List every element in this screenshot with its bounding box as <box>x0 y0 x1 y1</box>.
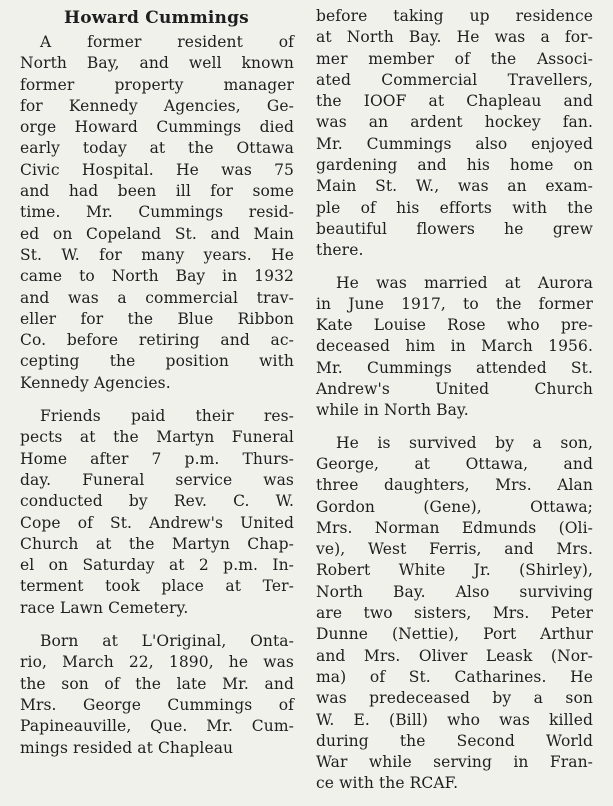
paragraph-3-continued <box>316 6 593 262</box>
text-line: was predeceased by a son <box>316 689 593 708</box>
text-line: eller for the Blue Ribbon <box>20 309 294 328</box>
paragraph-4 <box>316 273 593 422</box>
text-line: Church at the Martyn Chap- <box>20 534 294 553</box>
text-line: rio, March 22, 1890, he was <box>20 653 294 672</box>
text-line: and had been ill for some <box>20 182 294 201</box>
text-line: beautiful flowers he grew <box>316 219 593 238</box>
text-line: mings resided at Chapleau <box>20 738 234 757</box>
text-line: A former resident of <box>40 33 294 51</box>
text-line: the son of the late Mr. and <box>20 674 294 693</box>
text-line: ple of his efforts with the <box>316 198 593 217</box>
text-line: and Mrs. Oliver Leask (Nor- <box>316 646 593 665</box>
text-line: Civic Hospital. He was 75 <box>20 160 294 179</box>
text-line: during the Second World <box>316 731 593 750</box>
text-line: was an ardent hockey fan. <box>316 113 593 132</box>
text-line: He is survived by a son, <box>336 433 593 452</box>
text-line: Mrs. George Cummings of <box>20 695 294 714</box>
text-line: Born at L'Original, Onta- <box>40 632 294 651</box>
text-line: W. E. (Bill) who was killed <box>316 710 593 729</box>
text-line: Mr. Cummings also enjoyed <box>316 134 593 153</box>
text-line: Gordon (Gene), Ottawa; <box>316 497 593 516</box>
text-line: Andrew's United Church <box>316 380 593 399</box>
text-line: ed on Copeland St. and Main <box>20 224 294 243</box>
text-line: North Bay. Also surviving <box>316 582 593 601</box>
text-line: Main St. W., was an exam- <box>316 177 593 196</box>
text-line: are two sisters, Mrs. Peter <box>316 604 593 623</box>
paragraph-2 <box>20 406 294 619</box>
text-line: War while serving in Fran- <box>316 753 593 772</box>
text-line: Robert White Jr. (Shirley), <box>316 561 593 580</box>
text-line: three daughters, Mrs. Alan <box>316 476 593 495</box>
text-line: terment took place at Ter- <box>20 577 294 596</box>
text-line: Co. before retiring and ac- <box>20 331 294 350</box>
text-line: and was a commercial trav- <box>20 288 294 307</box>
text-line: gardening and his home on <box>316 156 593 175</box>
headline: Howard Cummings <box>64 8 249 28</box>
text-line: Papineauville, Que. Mr. Cum- <box>20 717 294 736</box>
text-line: while in North Bay. <box>316 401 469 420</box>
text-line: ated Commercial Travellers, <box>316 70 593 89</box>
text-line: He was married at Aurora <box>336 273 593 292</box>
text-line: North Bay, and well known <box>20 54 294 73</box>
text-line: George, at Ottawa, and <box>316 454 593 473</box>
text-line: el on Saturday at 2 p.m. In- <box>20 556 294 575</box>
text-line: for Kennedy Agencies, Ge- <box>20 96 294 115</box>
text-line: deceased him in March 1956. <box>316 337 593 356</box>
text-line: before taking up residence <box>316 7 593 25</box>
text-line: Mrs. Norman Edmunds (Oli- <box>316 518 593 537</box>
text-line: in June 1917, to the former <box>316 294 593 313</box>
text-line: ve), West Ferris, and Mrs. <box>316 540 593 559</box>
right-column <box>316 6 593 806</box>
text-line: Home after 7 p.m. Thurs- <box>20 449 294 468</box>
text-line: conducted by Rev. C. W. <box>20 492 294 511</box>
left-paragraphs <box>20 32 294 759</box>
text-line: former property manager <box>20 75 294 94</box>
text-line: day. Funeral service was <box>20 470 294 489</box>
text-line: race Lawn Cemetery. <box>20 598 189 617</box>
paragraph-3 <box>20 631 294 759</box>
text-line: ce with the RCAF. <box>316 774 459 793</box>
text-line: Mr. Cummings attended St. <box>316 358 593 377</box>
right-paragraphs <box>316 6 593 795</box>
paragraph-1 <box>20 32 294 394</box>
text-line: ma) of St. Catharines. He <box>316 667 593 686</box>
text-line: Kennedy Agencies. <box>20 373 171 392</box>
text-line: mer member of the Associ- <box>316 49 593 68</box>
text-line: there. <box>316 241 364 260</box>
text-line: pects at the Martyn Funeral <box>20 428 294 447</box>
paragraph-5 <box>316 433 593 795</box>
text-line: at North Bay. He was a for- <box>316 28 593 47</box>
text-line: St. W. for many years. He <box>20 245 294 264</box>
text-line: early today at the Ottawa <box>20 139 294 158</box>
text-line: Cope of St. Andrew's United <box>20 513 294 532</box>
left-column <box>20 6 294 771</box>
text-line: orge Howard Cummings died <box>20 118 294 137</box>
text-line: time. Mr. Cummings resid- <box>20 203 294 222</box>
text-line: cepting the position with <box>20 352 294 371</box>
text-line: Kate Louise Rose who pre- <box>316 316 593 335</box>
text-line: came to North Bay in 1932 <box>20 267 294 286</box>
text-line: Dunne (Nettie), Port Arthur <box>316 625 593 644</box>
text-line: Friends paid their res- <box>40 407 294 426</box>
text-line: the IOOF at Chapleau and <box>316 92 593 111</box>
